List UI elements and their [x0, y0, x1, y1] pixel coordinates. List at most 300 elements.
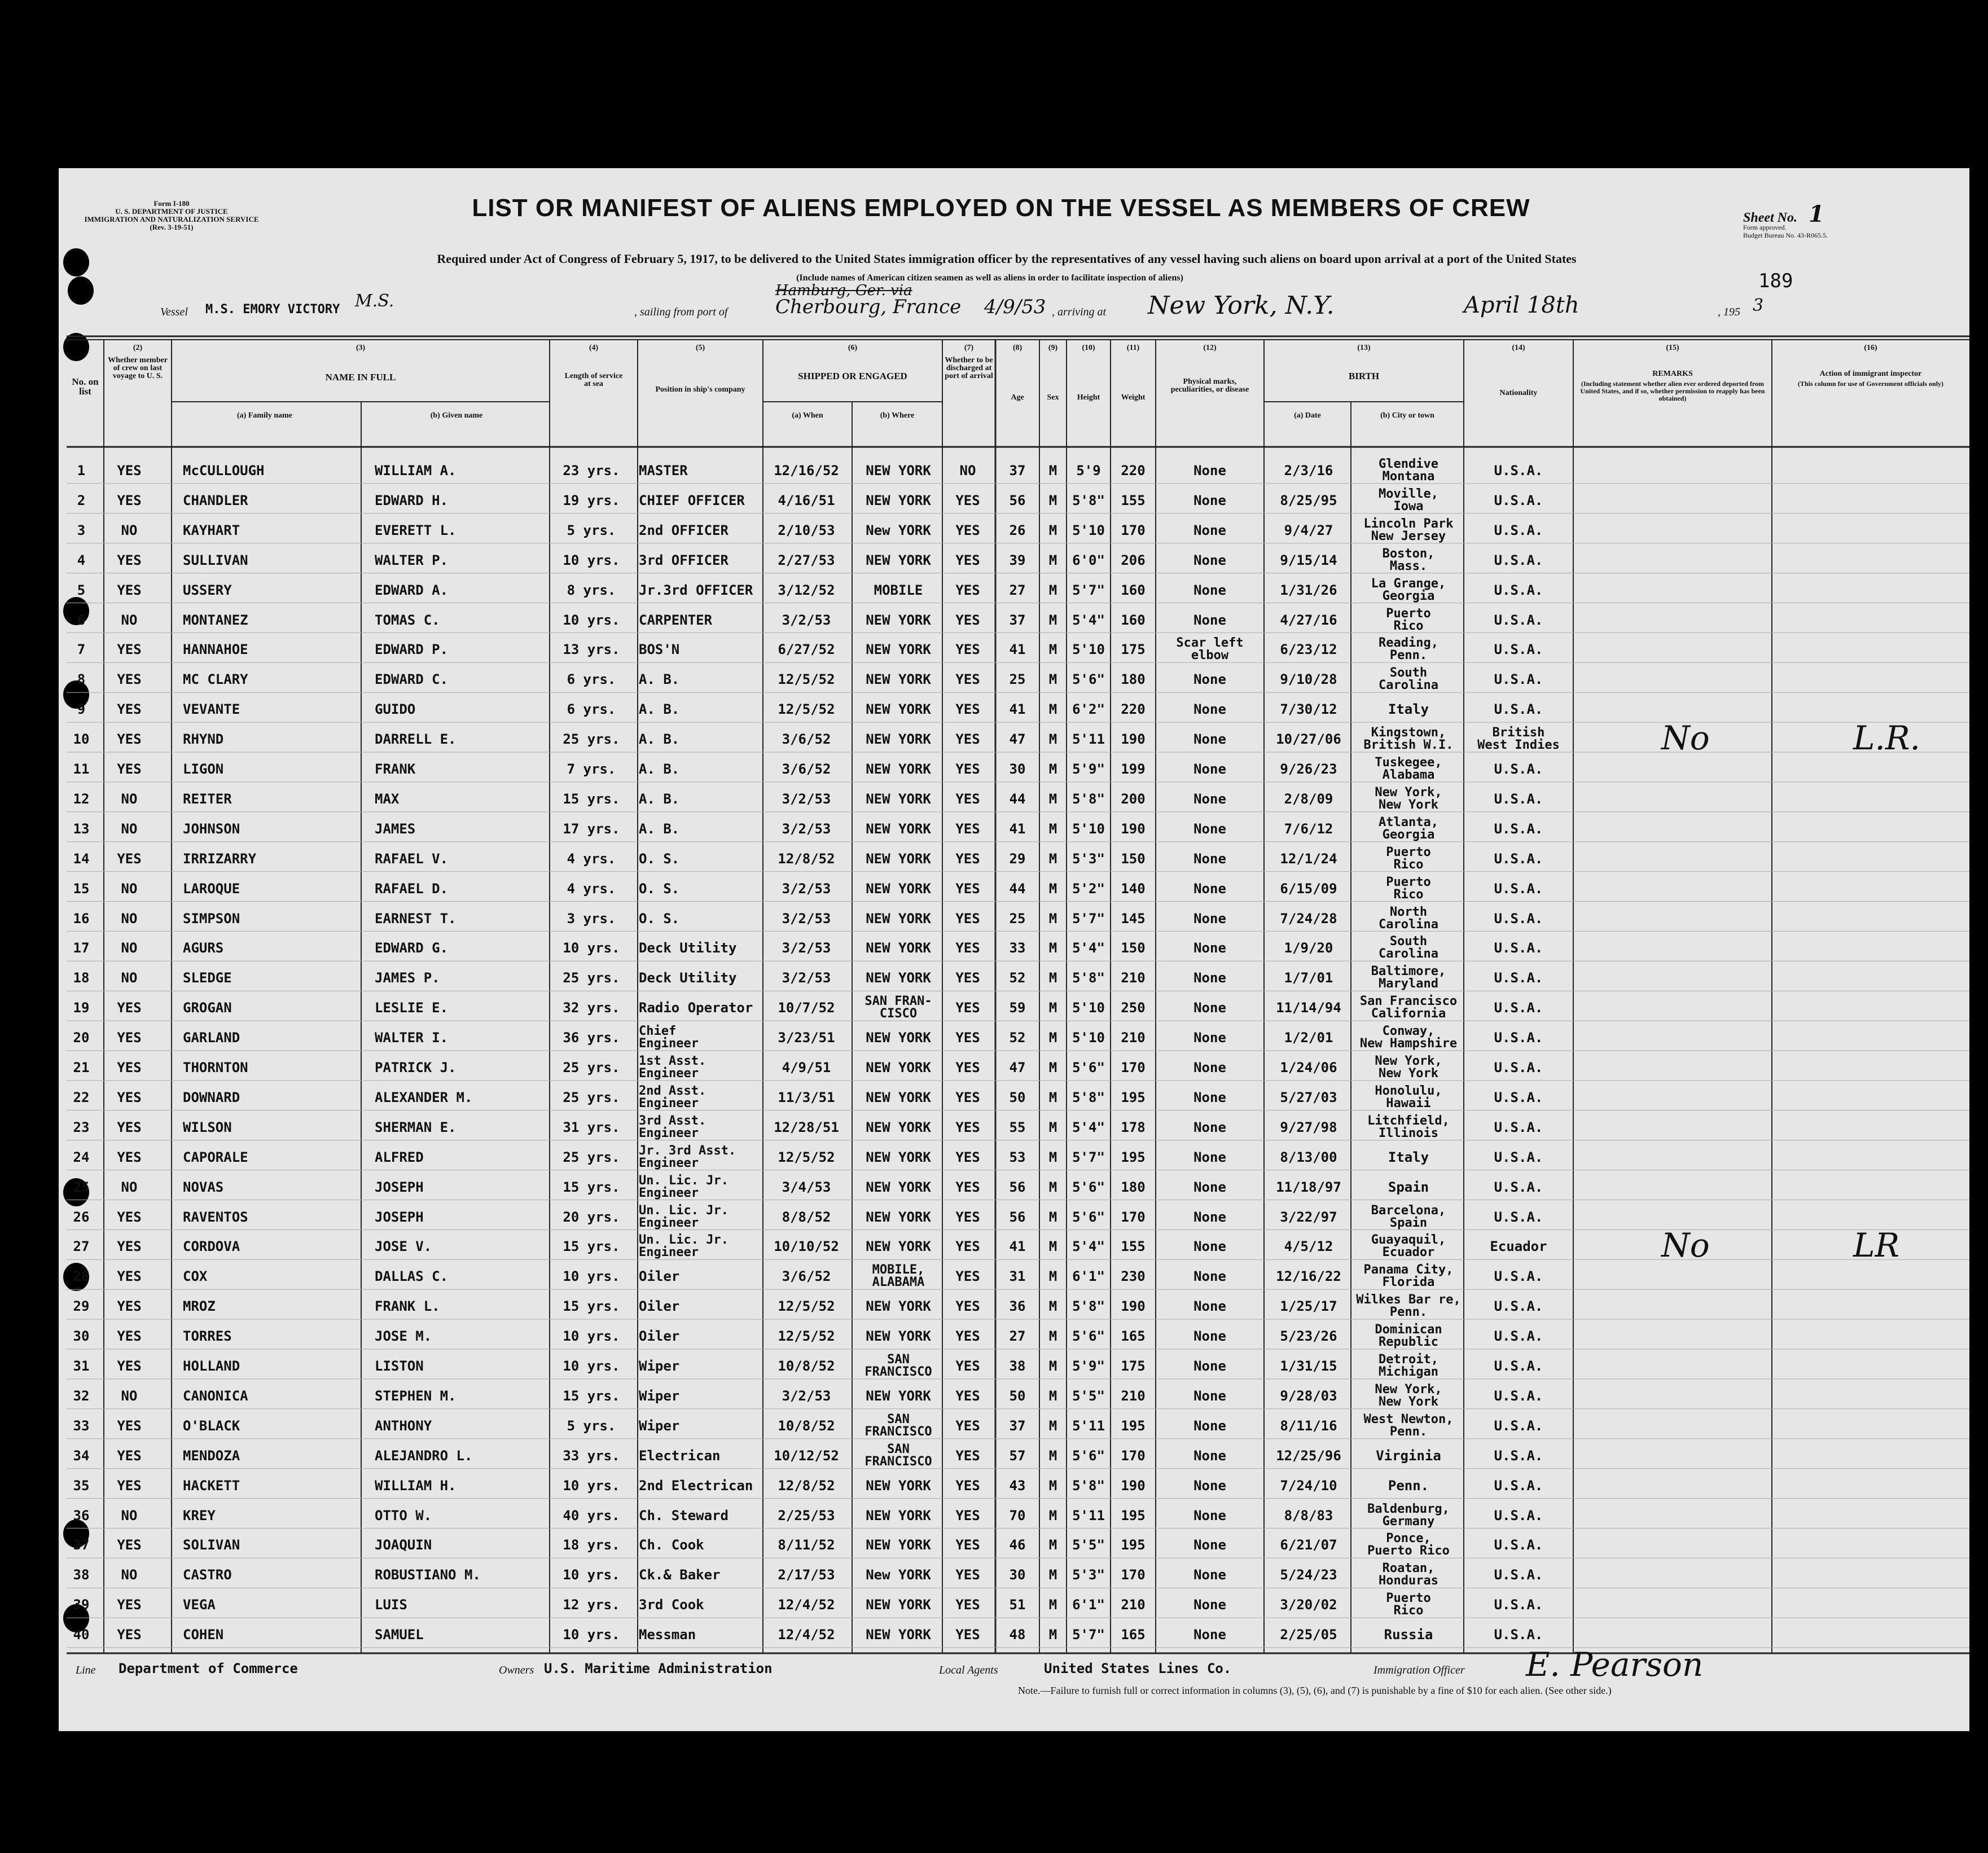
col-header-given-name: (b) Given name: [430, 411, 483, 420]
nationality-cell: U.S.A.: [1494, 940, 1543, 956]
position-cell: MASTER: [639, 463, 688, 478]
row-number: 25: [73, 1179, 90, 1195]
table-row: [59, 1143, 1961, 1172]
age-cell: 51: [1009, 1597, 1026, 1613]
nationality-cell: British West Indies: [1477, 726, 1560, 753]
last-voyage-cell: YES: [117, 850, 142, 867]
birth-place-cell: Boston, Mass.: [1382, 546, 1435, 573]
shipped-when-cell: 12/5/52: [778, 701, 835, 718]
col-header-age: Age: [1011, 393, 1024, 402]
physical-marks-cell: None: [1193, 463, 1226, 478]
birth-place-cell: Virginia: [1376, 1447, 1441, 1464]
height-cell: 5'4": [1072, 940, 1105, 956]
service-length-cell: 7 yrs.: [567, 761, 616, 777]
family-name-cell: CASTRO: [183, 1567, 232, 1583]
nationality-cell: U.S.A.: [1494, 1060, 1543, 1075]
weight-cell: 195: [1121, 1537, 1146, 1553]
col-header-4-num: (4): [589, 344, 599, 352]
row-number: 26: [73, 1209, 90, 1225]
weight-cell: 155: [1121, 1239, 1146, 1255]
sex-cell: M: [1048, 1089, 1057, 1105]
requirement-text: Required under Act of Congress of February 5, 1917, to be delivered to the United States immigration officer by the representatives of any vessel having such aliens on board upon arrival at a port of the United States: [437, 252, 1577, 266]
birth-date-cell: 11/18/97: [1276, 1179, 1341, 1195]
table-row: [59, 1530, 1961, 1560]
position-cell: Oiler: [639, 1268, 680, 1285]
last-voyage-cell: NO: [121, 1507, 138, 1523]
height-cell: 5'7": [1072, 582, 1105, 598]
weight-cell: 210: [1121, 1387, 1146, 1404]
owners-value: U.S. Maritime Administration: [544, 1661, 773, 1676]
birth-date-cell: 3/22/97: [1280, 1209, 1337, 1225]
sex-cell: M: [1048, 1537, 1057, 1553]
nationality-cell: U.S.A.: [1494, 910, 1543, 927]
service-length-cell: 18 yrs.: [563, 1537, 620, 1553]
discharged-cell: YES: [955, 1507, 980, 1523]
weight-cell: 178: [1121, 1119, 1146, 1135]
last-voyage-cell: YES: [117, 1477, 142, 1494]
shipped-when-cell: 3/2/53: [782, 612, 831, 628]
shipped-where-cell: NEW YORK: [866, 1089, 931, 1105]
position-cell: Messman: [639, 1627, 696, 1643]
arrival-date: April 18th: [1464, 292, 1579, 318]
weight-cell: 200: [1121, 791, 1146, 807]
row-number: 10: [73, 731, 90, 748]
height-cell: 5'8": [1072, 1298, 1105, 1315]
col-header-14-num: (14): [1512, 344, 1525, 352]
sex-cell: M: [1048, 522, 1057, 538]
sailing-port: Cherbourg, France: [775, 296, 962, 318]
given-name-cell: STEPHEN M.: [375, 1387, 457, 1404]
service-length-cell: 4 yrs.: [567, 880, 616, 897]
row-number: 27: [73, 1239, 90, 1255]
discharged-cell: YES: [955, 1030, 980, 1046]
nationality-cell: U.S.A.: [1494, 1209, 1543, 1225]
last-voyage-cell: NO: [121, 1179, 138, 1195]
discharged-cell: YES: [955, 522, 980, 538]
discharged-cell: YES: [955, 642, 980, 658]
age-cell: 25: [1009, 910, 1026, 927]
shipped-where-cell: NEW YORK: [866, 492, 931, 508]
row-number: 38: [73, 1567, 90, 1583]
sex-cell: M: [1048, 1417, 1057, 1434]
service-length-cell: 10 yrs.: [563, 1567, 620, 1583]
discharged-cell: YES: [955, 1000, 980, 1016]
position-cell: Ch. Steward: [639, 1507, 729, 1523]
nationality-cell: U.S.A.: [1494, 1567, 1543, 1583]
family-name-cell: KREY: [183, 1507, 216, 1523]
last-voyage-cell: YES: [117, 1119, 142, 1135]
service-length-cell: 5 yrs.: [567, 1417, 616, 1434]
physical-marks-cell: None: [1193, 850, 1226, 867]
physical-marks-cell: None: [1193, 582, 1226, 598]
discharged-cell: YES: [955, 940, 980, 956]
weight-cell: 210: [1121, 1030, 1146, 1046]
row-number: 13: [73, 820, 90, 837]
service-length-cell: 15 yrs.: [563, 1239, 620, 1255]
col-header-11-num: (11): [1126, 344, 1140, 352]
family-name-cell: SLEDGE: [183, 970, 232, 986]
shipped-where-cell: NEW YORK: [866, 1477, 931, 1494]
last-voyage-cell: YES: [117, 463, 142, 478]
last-voyage-cell: YES: [117, 1627, 142, 1643]
birth-place-cell: West Newton, Penn.: [1363, 1412, 1454, 1439]
physical-marks-cell: None: [1193, 1537, 1226, 1553]
discharged-cell: YES: [955, 1417, 980, 1434]
shipped-where-cell: NEW YORK: [866, 671, 931, 688]
table-row: [59, 904, 1961, 933]
position-cell: Wiper: [639, 1417, 680, 1434]
weight-cell: 165: [1121, 1627, 1146, 1643]
physical-marks-cell: None: [1193, 761, 1226, 777]
sex-cell: M: [1048, 671, 1057, 688]
position-cell: 2nd Electrican: [639, 1477, 753, 1494]
shipped-when-cell: 2/10/53: [778, 522, 835, 538]
last-voyage-cell: YES: [117, 761, 142, 777]
remark-handwritten: No: [1661, 1226, 1710, 1265]
nationality-cell: U.S.A.: [1494, 582, 1543, 598]
birth-date-cell: 2/25/05: [1280, 1627, 1337, 1643]
sailing-label: , sailing from port of: [634, 306, 728, 318]
row-number: 20: [73, 1030, 90, 1046]
row-number: 22: [73, 1089, 90, 1105]
col-header-no: No. on list: [72, 376, 99, 397]
discharged-cell: YES: [955, 970, 980, 986]
shipped-where-cell: NEW YORK: [866, 1507, 931, 1523]
physical-marks-cell: None: [1193, 1000, 1226, 1016]
weight-cell: 210: [1121, 1597, 1146, 1613]
weight-cell: 175: [1121, 1358, 1146, 1374]
physical-marks-cell: None: [1193, 1358, 1226, 1374]
height-cell: 5'5": [1072, 1387, 1105, 1404]
sex-cell: M: [1048, 463, 1057, 478]
birth-date-cell: 2/3/16: [1284, 463, 1333, 478]
col-header-12-num: (12): [1203, 344, 1217, 352]
position-cell: A. B.: [639, 761, 680, 777]
col-header-7-num: (7): [964, 344, 974, 352]
family-name-cell: GROGAN: [183, 1000, 232, 1016]
birth-place-cell: Baldenburg, Germany: [1367, 1501, 1450, 1529]
weight-cell: 190: [1121, 1298, 1146, 1315]
discharged-cell: YES: [955, 1477, 980, 1494]
discharged-cell: YES: [955, 1060, 980, 1075]
row-number: 17: [73, 940, 90, 956]
given-name-cell: EDWARD H.: [375, 492, 449, 508]
weight-cell: 206: [1121, 552, 1146, 568]
sex-cell: M: [1048, 820, 1057, 837]
height-cell: 5'3": [1072, 1567, 1105, 1583]
shipped-when-cell: 10/12/52: [774, 1447, 839, 1464]
position-cell: Wiper: [639, 1387, 680, 1404]
birth-date-cell: 7/24/28: [1280, 910, 1337, 927]
given-name-cell: EDWARD C.: [375, 671, 449, 688]
position-cell: Deck Utility: [639, 970, 737, 986]
discharged-cell: YES: [955, 791, 980, 807]
position-cell: O. S.: [639, 880, 680, 897]
family-name-cell: IRRIZARRY: [183, 850, 257, 867]
last-voyage-cell: YES: [117, 1149, 142, 1165]
height-cell: 5'10: [1072, 1030, 1105, 1046]
weight-cell: 220: [1121, 701, 1146, 718]
height-cell: 5'9": [1072, 1358, 1105, 1374]
sex-cell: M: [1048, 1000, 1057, 1016]
nationality-cell: U.S.A.: [1494, 791, 1543, 807]
inspector-action-handwritten: LR: [1853, 1226, 1900, 1265]
shipped-when-cell: 2/27/53: [778, 552, 835, 568]
nationality-cell: U.S.A.: [1494, 1597, 1543, 1613]
last-voyage-cell: YES: [117, 1328, 142, 1345]
shipped-where-cell: NEW YORK: [866, 731, 931, 748]
row-number: 1: [77, 463, 86, 478]
position-cell: Ck.& Baker: [639, 1567, 721, 1583]
position-cell: A. B.: [639, 731, 680, 748]
position-cell: Jr.3rd OFFICER: [639, 582, 753, 598]
col-header-sex: Sex: [1047, 393, 1059, 402]
birth-place-cell: Roatan, Honduras: [1379, 1561, 1438, 1588]
birth-place-cell: Dominican Republic: [1375, 1323, 1442, 1350]
service-length-cell: 15 yrs.: [563, 791, 620, 807]
shipped-when-cell: 12/8/52: [778, 1477, 835, 1494]
family-name-cell: MC CLARY: [183, 671, 248, 688]
shipped-where-cell: NEW YORK: [866, 1387, 931, 1404]
shipped-when-cell: 12/8/52: [778, 850, 835, 867]
birth-date-cell: 1/24/06: [1280, 1060, 1337, 1075]
given-name-cell: RAFAEL D.: [375, 880, 449, 897]
service-length-cell: 33 yrs.: [563, 1447, 620, 1464]
physical-marks-cell: Scar left elbow: [1176, 636, 1244, 663]
shipped-when-cell: 10/8/52: [778, 1358, 835, 1374]
position-cell: Un. Lic. Jr. Engineer: [639, 1233, 729, 1260]
birth-place-cell: Puerto Rico: [1386, 606, 1431, 633]
weight-cell: 160: [1121, 612, 1146, 628]
col-header-5-num: (5): [695, 344, 705, 352]
family-name-cell: SIMPSON: [183, 910, 240, 927]
row-number: 19: [73, 1000, 90, 1016]
last-voyage-cell: YES: [117, 1298, 142, 1315]
birth-date-cell: 1/7/01: [1284, 970, 1333, 986]
weight-cell: 220: [1121, 463, 1146, 478]
sex-cell: M: [1048, 1149, 1057, 1165]
service-length-cell: 36 yrs.: [563, 1030, 620, 1046]
birth-place-cell: South Carolina: [1379, 934, 1438, 961]
shipped-where-cell: NEW YORK: [866, 1298, 931, 1315]
shipped-where-cell: NEW YORK: [866, 940, 931, 956]
discharged-cell: YES: [955, 492, 980, 508]
birth-date-cell: 1/31/15: [1280, 1358, 1337, 1374]
birth-place-cell: Barcelona, Spain: [1371, 1203, 1446, 1230]
last-voyage-cell: YES: [117, 1597, 142, 1613]
family-name-cell: CAPORALE: [183, 1149, 248, 1165]
given-name-cell: JOSE V.: [375, 1239, 432, 1255]
given-name-cell: ALFRED: [375, 1149, 424, 1165]
birth-date-cell: 6/21/07: [1280, 1537, 1337, 1553]
birth-date-cell: 1/31/26: [1280, 582, 1337, 598]
nationality-cell: U.S.A.: [1494, 1387, 1543, 1404]
given-name-cell: DALLAS C.: [375, 1268, 449, 1285]
birth-place-cell: Russia: [1384, 1627, 1433, 1643]
col-header-remarks-sub: (Including statement whether alien ever ordered deported from United States, and if so, whether permission to reapply has been obtained): [1580, 380, 1765, 402]
birth-date-cell: 12/25/96: [1276, 1447, 1341, 1464]
sex-cell: M: [1048, 1209, 1057, 1225]
birth-place-cell: Litchfield, Illinois: [1367, 1113, 1450, 1140]
service-length-cell: 40 yrs.: [563, 1507, 620, 1523]
discharged-cell: YES: [955, 612, 980, 628]
service-length-cell: 10 yrs.: [563, 1477, 620, 1494]
height-cell: 5'7": [1072, 910, 1105, 927]
physical-marks-cell: None: [1193, 701, 1226, 718]
table-row: [59, 546, 1961, 575]
discharged-cell: YES: [955, 1328, 980, 1345]
shipped-where-cell: NEW YORK: [866, 1597, 931, 1613]
col-header-physical-marks: Physical marks, peculiarities, or disease: [1170, 377, 1249, 394]
table-row: [59, 1083, 1961, 1112]
age-cell: 26: [1009, 522, 1026, 538]
age-cell: 57: [1009, 1447, 1026, 1464]
physical-marks-cell: None: [1193, 612, 1226, 628]
position-cell: 2nd OFFICER: [639, 522, 729, 538]
nationality-cell: Ecuador: [1490, 1239, 1547, 1255]
position-cell: Un. Lic. Jr. Engineer: [639, 1173, 729, 1200]
age-cell: 37: [1009, 612, 1026, 628]
sex-cell: M: [1048, 1567, 1057, 1583]
age-cell: 52: [1009, 1030, 1026, 1046]
physical-marks-cell: None: [1193, 1089, 1226, 1105]
weight-cell: 190: [1121, 731, 1146, 748]
discharged-cell: YES: [955, 1567, 980, 1583]
position-cell: Chief Engineer: [639, 1024, 699, 1051]
shipped-where-cell: MOBILE: [874, 582, 923, 598]
family-name-cell: JOHNSON: [183, 820, 240, 837]
family-name-cell: MROZ: [183, 1298, 216, 1315]
birth-place-cell: Kingstown, British W.I.: [1363, 726, 1454, 753]
physical-marks-cell: None: [1193, 970, 1226, 986]
shipped-where-cell: NEW YORK: [866, 1030, 931, 1046]
height-cell: 5'4": [1072, 1239, 1105, 1255]
birth-place-cell: Penn.: [1388, 1477, 1429, 1494]
service-length-cell: 10 yrs.: [563, 1627, 620, 1643]
given-name-cell: JOSE M.: [375, 1328, 432, 1345]
age-cell: 41: [1009, 642, 1026, 658]
given-name-cell: DARRELL E.: [375, 731, 457, 748]
service-length-cell: 13 yrs.: [563, 642, 620, 658]
shipped-when-cell: 12/16/52: [774, 463, 839, 478]
shipped-when-cell: 3/2/53: [782, 940, 831, 956]
sex-cell: M: [1048, 701, 1057, 718]
footer-note: Note.—Failure to furnish full or correct information in columns (3), (5), (6), and (7) is punishable by a fine of $10 for each alien. (See other side.): [1018, 1685, 1612, 1696]
given-name-cell: WILLIAM A.: [375, 463, 457, 478]
birth-date-cell: 3/20/02: [1280, 1597, 1337, 1613]
owners-label: Owners: [499, 1664, 534, 1676]
remark-handwritten: No: [1661, 719, 1710, 758]
shipped-when-cell: 4/9/51: [782, 1060, 831, 1075]
birth-date-cell: 11/14/94: [1276, 1000, 1341, 1016]
birth-place-cell: Ponce, Puerto Rico: [1367, 1531, 1450, 1558]
age-cell: 41: [1009, 1239, 1026, 1255]
sex-cell: M: [1048, 1597, 1057, 1613]
service-length-cell: 15 yrs.: [563, 1179, 620, 1195]
physical-marks-cell: None: [1193, 880, 1226, 897]
position-cell: Radio Operator: [639, 1000, 753, 1016]
row-number: 39: [73, 1597, 90, 1613]
table-row: [59, 1262, 1961, 1291]
sex-cell: M: [1048, 1298, 1057, 1315]
family-name-cell: CHANDLER: [183, 492, 248, 508]
age-cell: 47: [1009, 1060, 1026, 1075]
birth-date-cell: 12/16/22: [1276, 1268, 1341, 1285]
service-length-cell: 25 yrs.: [563, 970, 620, 986]
shipped-where-cell: SAN FRANCISCO: [864, 1412, 932, 1439]
birth-date-cell: 8/13/00: [1280, 1149, 1337, 1165]
shipped-when-cell: 11/3/51: [778, 1089, 835, 1105]
col-header-birth-date: (a) Date: [1294, 411, 1321, 420]
birth-place-cell: New York, New York: [1375, 1382, 1442, 1409]
col-header-birth-place: (b) City or town: [1380, 411, 1434, 420]
shipped-when-cell: 2/25/53: [778, 1507, 835, 1523]
birth-place-cell: Atlanta, Georgia: [1379, 815, 1438, 842]
col-header-weight: Weight: [1121, 393, 1146, 402]
age-cell: 36: [1009, 1298, 1026, 1315]
family-name-cell: O'BLACK: [183, 1417, 240, 1434]
weight-cell: 155: [1121, 492, 1146, 508]
last-voyage-cell: NO: [121, 522, 138, 538]
given-name-cell: ROBUSTIANO M.: [375, 1567, 481, 1583]
birth-place-cell: Guayaquil, Ecuador: [1371, 1233, 1446, 1260]
nationality-cell: U.S.A.: [1494, 970, 1543, 986]
col-header-nationality: Nationality: [1499, 389, 1538, 397]
col-header-8-num: (8): [1012, 344, 1022, 352]
given-name-cell: WILLIAM H.: [375, 1477, 457, 1494]
discharged-cell: YES: [955, 1239, 980, 1255]
physical-marks-cell: None: [1193, 1030, 1226, 1046]
weight-cell: 175: [1121, 642, 1146, 658]
shipped-where-cell: NEW YORK: [866, 552, 931, 568]
page-title: LIST OR MANIFEST OF ALIENS EMPLOYED ON THE VESSEL AS MEMBERS OF CREW: [472, 194, 1530, 222]
weight-cell: 190: [1121, 820, 1146, 837]
last-voyage-cell: YES: [117, 642, 142, 658]
sex-cell: M: [1048, 492, 1057, 508]
table-row: [59, 516, 1961, 545]
physical-marks-cell: None: [1193, 1387, 1226, 1404]
row-number: 12: [73, 791, 90, 807]
age-cell: 53: [1009, 1149, 1026, 1165]
discharged-cell: YES: [955, 1627, 980, 1643]
age-cell: 56: [1009, 492, 1026, 508]
shipped-where-cell: SAN FRAN- CISCO: [864, 994, 932, 1021]
service-length-cell: 6 yrs.: [567, 701, 616, 718]
height-cell: 5'7": [1072, 1149, 1105, 1165]
table-row: [59, 814, 1961, 844]
nationality-cell: U.S.A.: [1494, 642, 1543, 658]
birth-date-cell: 5/24/23: [1280, 1567, 1337, 1583]
family-name-cell: TORRES: [183, 1328, 232, 1345]
discharged-cell: YES: [955, 1387, 980, 1404]
discharged-cell: YES: [955, 1179, 980, 1195]
nationality-cell: U.S.A.: [1494, 1000, 1543, 1016]
discharged-cell: YES: [955, 1597, 980, 1613]
given-name-cell: PATRICK J.: [375, 1060, 457, 1075]
last-voyage-cell: NO: [121, 791, 138, 807]
nationality-cell: U.S.A.: [1494, 522, 1543, 538]
service-length-cell: 25 yrs.: [563, 1089, 620, 1105]
shipped-when-cell: 3/2/53: [782, 880, 831, 897]
birth-date-cell: 1/9/20: [1284, 940, 1333, 956]
discharged-cell: YES: [955, 1209, 980, 1225]
row-number: 37: [73, 1537, 90, 1553]
birth-date-cell: 4/27/16: [1280, 612, 1337, 628]
given-name-cell: JOAQUIN: [375, 1537, 432, 1553]
birth-place-cell: Wilkes Bar re, Penn.: [1356, 1293, 1461, 1320]
birth-date-cell: 1/25/17: [1280, 1298, 1337, 1315]
physical-marks-cell: None: [1193, 910, 1226, 927]
